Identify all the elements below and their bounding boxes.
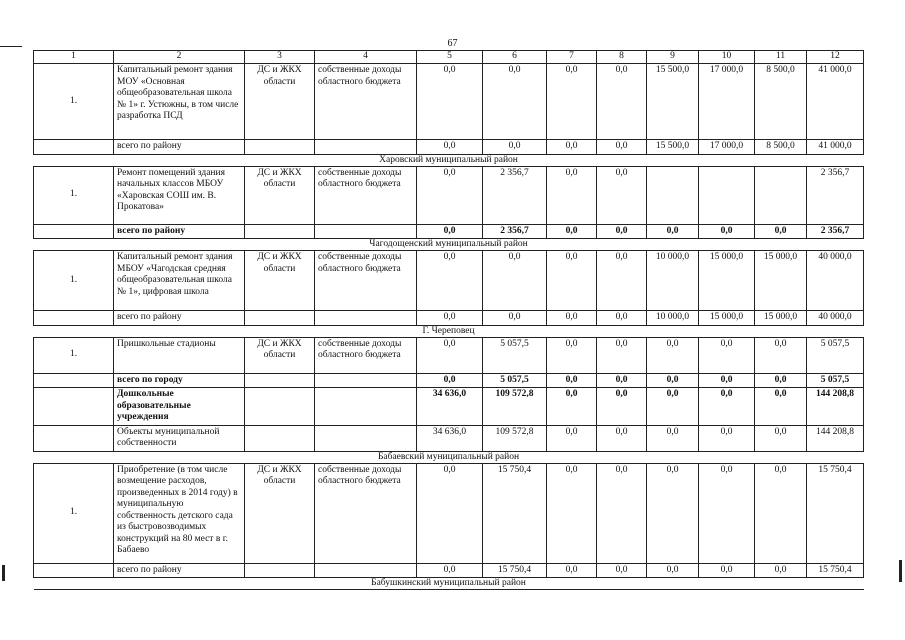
total-empty-cell [245,224,315,239]
total-empty-cell [34,563,114,578]
value-col-10: 17 000,0 [699,64,755,140]
value-col-5: 0,0 [417,166,483,224]
value-col-12: 2 356,7 [807,166,864,224]
value-col-12: 41 000,0 [807,140,864,155]
value-col-5: 0,0 [417,224,483,239]
value-col-5: 0,0 [417,311,483,326]
region-title: Харовский муниципальный район [34,154,864,166]
value-col-9: 0,0 [647,224,699,239]
value-col-12: 2 356,7 [807,224,864,239]
item-organization: ДС и ЖКХ области [245,337,315,373]
value-col-8: 0,0 [597,251,647,311]
value-col-11: 0,0 [755,425,807,451]
column-header-3: 3 [245,51,315,64]
total-row [34,388,864,426]
value-col-11: 8 500,0 [755,140,807,155]
value-col-5: 0,0 [417,337,483,373]
column-header-8: 8 [597,51,647,64]
value-col-10: 15 000,0 [699,251,755,311]
value-col-8: 0,0 [597,425,647,451]
value-col-10: 15 000,0 [699,311,755,326]
column-header-12: 12 [807,51,864,64]
value-col-12: 144 208,8 [807,425,864,451]
item-organization: ДС и ЖКХ области [245,251,315,311]
total-label: всего по району [114,563,245,578]
region-row [34,325,864,337]
total-empty-cell [245,388,315,426]
total-empty-cell [245,373,315,388]
value-col-12: 41 000,0 [807,64,864,140]
region-title: Бабушкинский муниципальный район [34,578,864,590]
value-col-9 [647,166,699,224]
value-col-11: 0,0 [755,388,807,426]
value-col-9: 10 000,0 [647,251,699,311]
value-col-6: 0,0 [483,64,547,140]
item-funding-source: собственные доходы областного бюджета [315,463,417,563]
value-col-6: 109 572,8 [483,425,547,451]
total-empty-cell [245,425,315,451]
item-row [34,251,864,311]
total-empty-cell [315,224,417,239]
value-col-7: 0,0 [547,563,597,578]
total-empty-cell [34,373,114,388]
value-col-12: 5 057,5 [807,373,864,388]
value-col-5: 0,0 [417,64,483,140]
total-empty-cell [315,563,417,578]
value-col-6: 0,0 [483,311,547,326]
value-col-7: 0,0 [547,311,597,326]
value-col-8: 0,0 [597,337,647,373]
region-title: Бабаевский муниципальный район [34,451,864,463]
value-col-9: 10 000,0 [647,311,699,326]
total-empty-cell [245,140,315,155]
value-col-7: 0,0 [547,64,597,140]
total-empty-cell [34,311,114,326]
value-col-8: 0,0 [597,64,647,140]
total-label: всего по району [114,224,245,239]
value-col-7: 0,0 [547,251,597,311]
column-header-11: 11 [755,51,807,64]
total-empty-cell [34,224,114,239]
total-empty-cell [34,388,114,426]
region-row [34,239,864,251]
value-col-6: 15 750,4 [483,563,547,578]
item-row [34,64,864,140]
scan-mark-left-bottom [2,565,5,581]
item-name: Пришкольные стадионы [114,337,245,373]
total-empty-cell [34,140,114,155]
value-col-6: 15 750,4 [483,463,547,563]
value-col-7: 0,0 [547,166,597,224]
value-col-6: 0,0 [483,251,547,311]
column-header-2: 2 [114,51,245,64]
column-header-4: 4 [315,51,417,64]
item-organization: ДС и ЖКХ области [245,166,315,224]
total-label: всего по городу [114,373,245,388]
value-col-11: 8 500,0 [755,64,807,140]
item-funding-source: собственные доходы областного бюджета [315,337,417,373]
item-row [34,166,864,224]
item-organization: ДС и ЖКХ области [245,463,315,563]
item-funding-source: собственные доходы областного бюджета [315,251,417,311]
total-row [34,311,864,326]
value-col-11: 0,0 [755,337,807,373]
budget-table [33,50,864,590]
item-name: Капитальный ремонт здания МОУ «Основная общеобразовательная школа № 1» г. Устюжны, в том числе разработка ПСД [114,64,245,140]
value-col-8: 0,0 [597,166,647,224]
value-col-12: 15 750,4 [807,563,864,578]
value-col-11: 0,0 [755,463,807,563]
item-number: 1. [34,337,114,373]
value-col-6: 109 572,8 [483,388,547,426]
value-col-6: 2 356,7 [483,224,547,239]
value-col-8: 0,0 [597,463,647,563]
region-row [34,451,864,463]
item-number: 1. [34,251,114,311]
value-col-9: 0,0 [647,563,699,578]
value-col-10: 0,0 [699,463,755,563]
value-col-12: 15 750,4 [807,463,864,563]
page-number: 67 [447,38,458,49]
value-col-7: 0,0 [547,337,597,373]
value-col-11: 0,0 [755,563,807,578]
value-col-7: 0,0 [547,140,597,155]
column-header-6: 6 [483,51,547,64]
value-col-11: 0,0 [755,224,807,239]
value-col-12: 5 057,5 [807,337,864,373]
value-col-10: 17 000,0 [699,140,755,155]
total-label: всего по району [114,140,245,155]
value-col-10: 0,0 [699,337,755,373]
value-col-9: 0,0 [647,373,699,388]
value-col-5: 0,0 [417,563,483,578]
total-empty-cell [315,140,417,155]
value-col-8: 0,0 [597,563,647,578]
value-col-11: 0,0 [755,373,807,388]
total-empty-cell [245,563,315,578]
value-col-10: 0,0 [699,388,755,426]
total-label: всего по району [114,311,245,326]
total-empty-cell [315,425,417,451]
column-header-9: 9 [647,51,699,64]
value-col-7: 0,0 [547,373,597,388]
total-row [34,224,864,239]
value-col-8: 0,0 [597,224,647,239]
value-col-10: 0,0 [699,425,755,451]
value-col-8: 0,0 [597,140,647,155]
total-label: Дошкольные образовательные учреждения [114,388,245,426]
value-col-11 [755,166,807,224]
value-col-9: 15 500,0 [647,64,699,140]
value-col-9: 0,0 [647,463,699,563]
scan-mark-left [0,46,22,47]
value-col-12: 40 000,0 [807,251,864,311]
value-col-5: 0,0 [417,373,483,388]
value-col-12: 40 000,0 [807,311,864,326]
value-col-5: 0,0 [417,140,483,155]
value-col-8: 0,0 [597,388,647,426]
total-empty-cell [34,425,114,451]
item-row [34,337,864,373]
value-col-10: 0,0 [699,373,755,388]
value-col-7: 0,0 [547,388,597,426]
total-label: Объекты муниципальной собственности [114,425,245,451]
total-row [34,563,864,578]
value-col-11: 15 000,0 [755,311,807,326]
region-title: Г. Череповец [34,325,864,337]
column-header-7: 7 [547,51,597,64]
region-row [34,154,864,166]
total-empty-cell [245,311,315,326]
total-empty-cell [315,388,417,426]
scan-mark-right-bottom [899,560,902,582]
column-header-1: 1 [34,51,114,64]
value-col-7: 0,0 [547,425,597,451]
total-row [34,140,864,155]
value-col-8: 0,0 [597,311,647,326]
column-header-10: 10 [699,51,755,64]
item-funding-source: собственные доходы областного бюджета [315,166,417,224]
item-funding-source: собственные доходы областного бюджета [315,64,417,140]
value-col-5: 34 636,0 [417,388,483,426]
value-col-11: 15 000,0 [755,251,807,311]
value-col-9: 0,0 [647,425,699,451]
value-col-10: 0,0 [699,224,755,239]
header-row [34,51,864,64]
value-col-9: 0,0 [647,388,699,426]
value-col-10 [699,166,755,224]
value-col-8: 0,0 [597,373,647,388]
value-col-6: 0,0 [483,140,547,155]
item-name: Приобретение (в том числе возмещение расходов, произведенных в 2014 году) в муниципальную собственность детского сада из быстровозводимых конструкций на 80 мест в г. Бабаево [114,463,245,563]
item-name: Капитальный ремонт здания МБОУ «Чагодская средняя общеобразовательная школа № 1», цифровая школа [114,251,245,311]
value-col-9: 15 500,0 [647,140,699,155]
item-number: 1. [34,166,114,224]
value-col-12: 144 208,8 [807,388,864,426]
total-empty-cell [315,311,417,326]
item-number: 1. [34,64,114,140]
column-header-5: 5 [417,51,483,64]
item-number: 1. [34,463,114,563]
value-col-6: 5 057,5 [483,337,547,373]
value-col-7: 0,0 [547,224,597,239]
value-col-10: 0,0 [699,563,755,578]
item-organization: ДС и ЖКХ области [245,64,315,140]
total-empty-cell [315,373,417,388]
region-title: Чагодощенский муниципальный район [34,239,864,251]
value-col-6: 5 057,5 [483,373,547,388]
value-col-6: 2 356,7 [483,166,547,224]
item-name: Ремонт помещений здания начальных классов МБОУ «Харовская СОШ им. В. Прокатова» [114,166,245,224]
value-col-7: 0,0 [547,463,597,563]
total-row [34,425,864,451]
value-col-9: 0,0 [647,337,699,373]
value-col-5: 0,0 [417,463,483,563]
total-row [34,373,864,388]
value-col-5: 34 636,0 [417,425,483,451]
item-row [34,463,864,563]
value-col-5: 0,0 [417,251,483,311]
region-row [34,578,864,590]
